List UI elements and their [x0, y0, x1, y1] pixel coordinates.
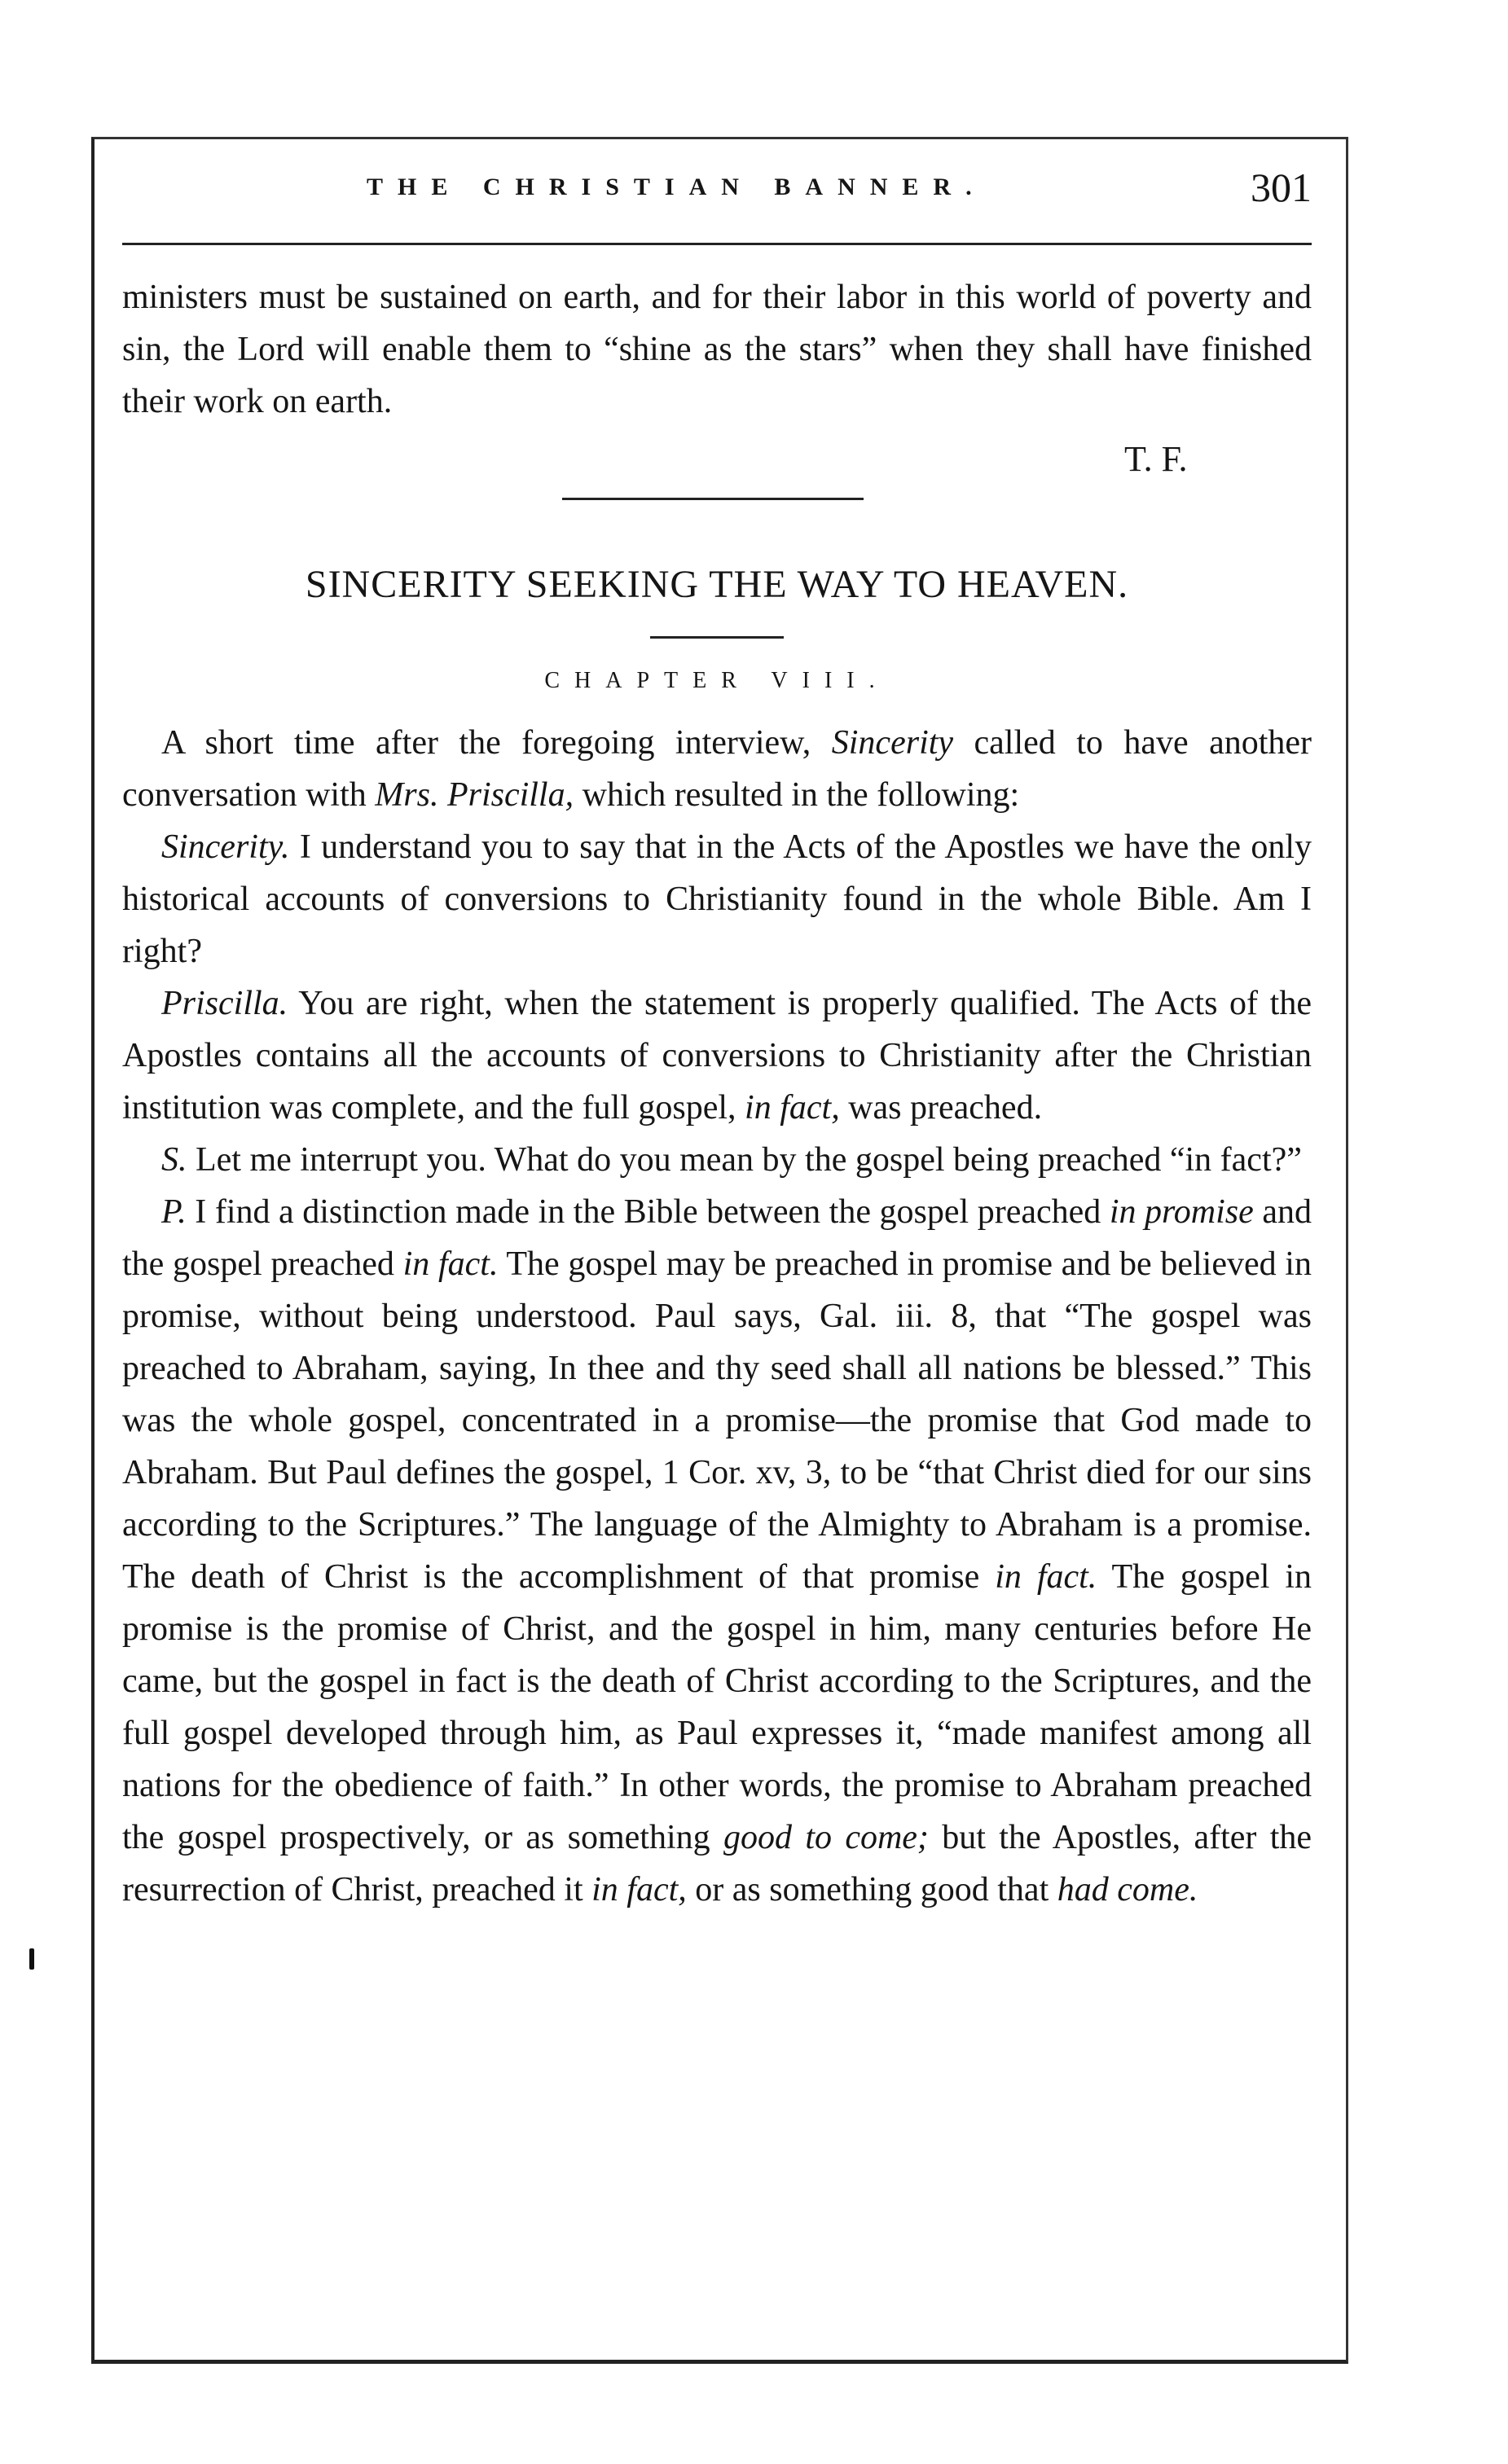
title-rule [650, 636, 784, 639]
dialogue-text: The gospel in promise is the promise of Christ, and the gospel in him, many centuries before He came, but the gospel in fact is the death of Christ according to the Scriptures, and the full gospel developed through him, as Paul expresses it, “made manifest among all nations for the obedience of faith.” In other words, the promise to Abraham preached the gospel prospectively, or as something [122, 1558, 1312, 1856]
section-divider [562, 498, 864, 500]
italic-phrase: in fact. [402, 1245, 499, 1283]
running-head [122, 159, 1312, 224]
speaker-p: P. [161, 1193, 187, 1231]
italic-phrase: had come. [1057, 1871, 1198, 1908]
running-title: THE CHRISTIAN BANNER. [367, 173, 987, 200]
speaker-sincerity: Sincerity. [161, 828, 290, 866]
dialogue-paragraph [122, 1134, 1312, 1186]
opening-paragraph [122, 271, 1312, 428]
intro-text-3: which resulted in the following: [582, 776, 1020, 814]
dialogue-text: The gospel may be preached in promise and be believed in promise, without being understood. Paul says, Gal. iii. 8, that “The gospel was preached to Abraham, saying, In thee and thy seed shall all nations be blessed.” This was the whole gospel, concentrated in a promise—the promise that God made to Abraham. But Paul defines the gospel, 1 Cor. xv, 3, to be “that Christ died for our sins according to the Scriptures.” The language of the Almighty to Abraham is a promise. The death of Christ is the accomplishment of that promise [122, 1245, 1312, 1596]
italic-phrase: in fact, [745, 1089, 840, 1127]
dialogue-text: I find a distinction made in the Bible between the gospel preached [195, 1193, 1101, 1231]
intro-text-2: called to have another conversation with [122, 724, 1312, 814]
intro-name-sincerity: Sincerity [831, 724, 954, 762]
dialogue-paragraph [122, 821, 1312, 977]
speaker-priscilla: Priscilla. [161, 985, 288, 1022]
speaker-s: S. [161, 1141, 187, 1179]
article-body [122, 717, 1312, 1916]
dialogue-text: Let me interrupt you. What do you mean by the gospel being preached “in fact?” [196, 1141, 1302, 1179]
dialogue-text: I understand you to say that in the Acts of the Apostles we have the only historical accounts of conversions to Christianity found in the whole Bible. Am I right? [122, 828, 1312, 970]
chapter-heading: CHAPTER VIII. [544, 668, 890, 693]
intro-paragraph [122, 717, 1312, 821]
dialogue-paragraph [122, 977, 1312, 1134]
article-title: SINCERITY SEEKING THE WAY TO HEAVEN. [305, 563, 1129, 606]
intro-name-priscilla: Mrs. Priscilla, [375, 776, 574, 814]
dialogue-paragraph [122, 1186, 1312, 1916]
opening-text: ministers must be sustained on earth, and for their labor in this world of poverty and sin, the Lord will enable them to “shine as the stars” when they shall have finished their work on earth. [122, 279, 1312, 420]
italic-phrase: good to come; [723, 1819, 929, 1856]
italic-phrase: in fact. [995, 1558, 1097, 1596]
dialogue-text: but the Apostles, after the resurrection of Christ, preached it [122, 1819, 1312, 1908]
dialogue-text: and the gospel preached [122, 1193, 1312, 1283]
margin-ink-mark [29, 1948, 34, 1970]
dialogue-text: or as something good that [695, 1871, 1049, 1908]
intro-text-1: A short time after the foregoing interview, [161, 724, 811, 762]
dialogue-text: You are right, when the statement is properly qualified. The Acts of the Apostles contains all the accounts of conversions to Christianity after the Christian institution was complete, and the full gospel, [122, 985, 1312, 1127]
page-number: 301 [1251, 165, 1312, 210]
italic-phrase: in fact, [591, 1871, 687, 1908]
italic-phrase: in promise [1109, 1193, 1254, 1231]
signature: T. F. [1124, 439, 1188, 479]
header-rule [122, 243, 1312, 245]
dialogue-text: was preached. [848, 1089, 1043, 1127]
